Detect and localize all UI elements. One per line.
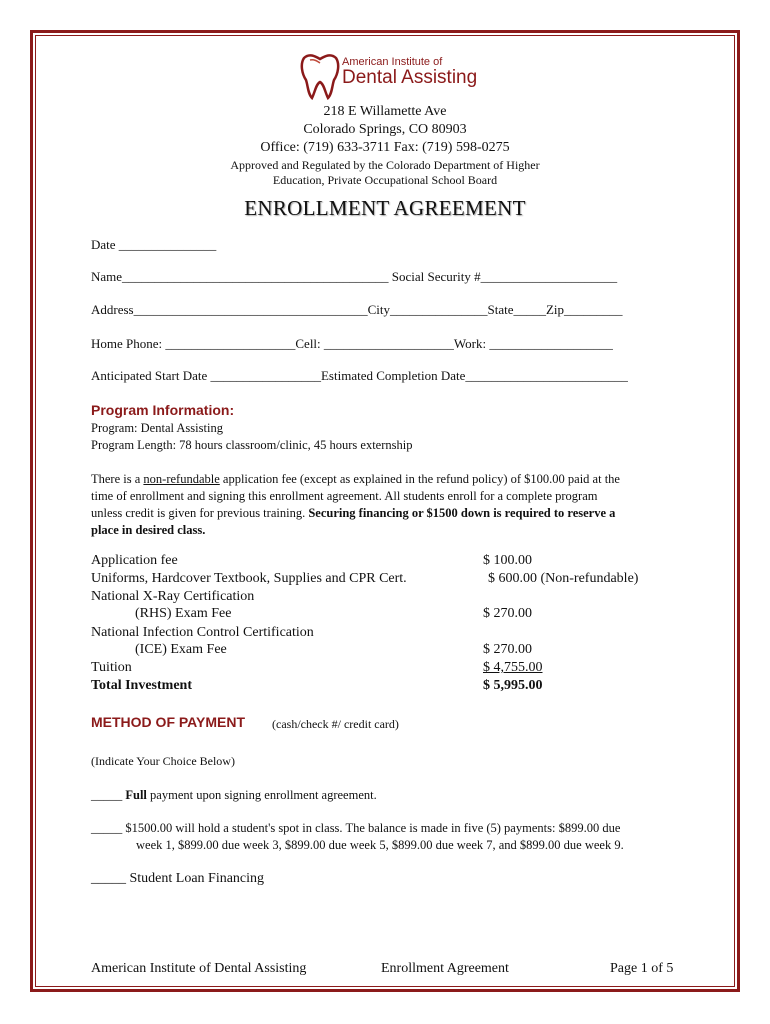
logo-line1: American Institute of	[342, 56, 443, 68]
fee-uniforms-value: $ 600.00 (Non-refundable)	[488, 571, 639, 586]
refund-paragraph-line2: time of enrollment and signing this enrollment agreement. All students enroll for a complete program	[91, 489, 598, 503]
name-ssn-field[interactable]: Name_________________________________________ Social Security #_____________________	[91, 269, 618, 284]
fee-uniforms-label: Uniforms, Hardcover Textbook, Supplies and CPR Cert.	[91, 571, 407, 586]
fee-ice-label1: National Infection Control Certification	[91, 625, 314, 640]
fee-xray-label2: (RHS) Exam Fee	[135, 606, 232, 621]
tooth-logo-icon	[298, 50, 342, 100]
payment-note: (cash/check #/ credit card)	[272, 717, 399, 731]
approval-line1: Approved and Regulated by the Colorado Department of Higher	[230, 158, 540, 172]
address-line2: Colorado Springs, CO 80903	[303, 122, 467, 137]
page-title: ENROLLMENT AGREEMENT	[244, 196, 526, 220]
p1-nonrefundable: non-refundable	[143, 472, 220, 486]
p3-text-bold: Securing financing or $1500 down is required to reserve a	[308, 506, 616, 520]
payment-option-loan[interactable]: _____ Student Loan Financing	[91, 871, 265, 886]
fee-ice-value: $ 270.00	[483, 642, 532, 657]
payment-option-deposit-line1[interactable]: _____ $1500.00 will hold a student's spot in class. The balance is made in five (5) payments: $899.00 due	[91, 821, 621, 835]
fee-total-label: Total Investment	[91, 678, 192, 693]
footer-doc: Enrollment Agreement	[381, 961, 509, 976]
school-logo	[298, 50, 478, 100]
fee-xray-value: $ 270.00	[483, 606, 532, 621]
fee-total-value: $ 5,995.00	[483, 678, 543, 693]
date-field[interactable]: Date _______________	[91, 237, 217, 252]
phone-fax-line: Office: (719) 633-3711 Fax: (719) 598-0275	[260, 140, 510, 155]
logo-line2: Dental Assisting	[342, 67, 478, 88]
footer-page: Page 1 of 5	[610, 961, 674, 976]
footer-school: American Institute of Dental Assisting	[91, 961, 307, 976]
payment-option-full[interactable]	[91, 788, 377, 803]
fee-application-value: $ 100.00	[483, 553, 532, 568]
dates-fields[interactable]: Anticipated Start Date _________________Estimated Completion Date_________________________	[91, 368, 628, 383]
p1-text-b: application fee (except as explained in the refund policy) of $100.00 paid at the	[219, 472, 620, 486]
fee-ice-label2: (ICE) Exam Fee	[135, 642, 227, 657]
approval-line2: Education, Private Occupational School Board	[272, 173, 498, 187]
refund-paragraph-line1	[91, 472, 620, 487]
fee-tuition-value: $ 4,755.00	[483, 660, 543, 675]
payment-indicate: (Indicate Your Choice Below)	[91, 754, 235, 768]
program-name: Program: Dental Assisting	[91, 421, 223, 435]
fee-application-label: Application fee	[91, 553, 178, 568]
payment-option-deposit-line2: week 1, $899.00 due week 3, $899.00 due week 5, $899.00 due week 7, and $899.00 due week 9.	[136, 838, 624, 852]
fee-xray-label1: National X-Ray Certification	[91, 589, 255, 604]
program-length: Program Length: 78 hours classroom/clinic, 45 hours externship	[91, 438, 413, 452]
address-field[interactable]: Address____________________________________City_______________State_____Zip_________	[91, 302, 623, 317]
program-info-heading: Program Information:	[91, 402, 235, 418]
phone-fields[interactable]: Home Phone: ____________________Cell: ____________________Work: ___________________	[91, 336, 613, 351]
refund-paragraph-line3	[91, 506, 615, 521]
p1-text-a: There is a	[91, 472, 144, 486]
full-bold: Full	[122, 788, 147, 802]
fee-tuition-label: Tuition	[91, 660, 132, 675]
full-rest: payment upon signing enrollment agreement.	[146, 788, 377, 802]
p3-text-a: unless credit is given for previous training.	[91, 506, 309, 520]
payment-heading: METHOD OF PAYMENT	[91, 714, 246, 730]
full-blank[interactable]: _____	[91, 788, 123, 802]
refund-paragraph-line4: place in desired class.	[91, 523, 206, 537]
address-line1: 218 E Willamette Ave	[323, 104, 447, 119]
